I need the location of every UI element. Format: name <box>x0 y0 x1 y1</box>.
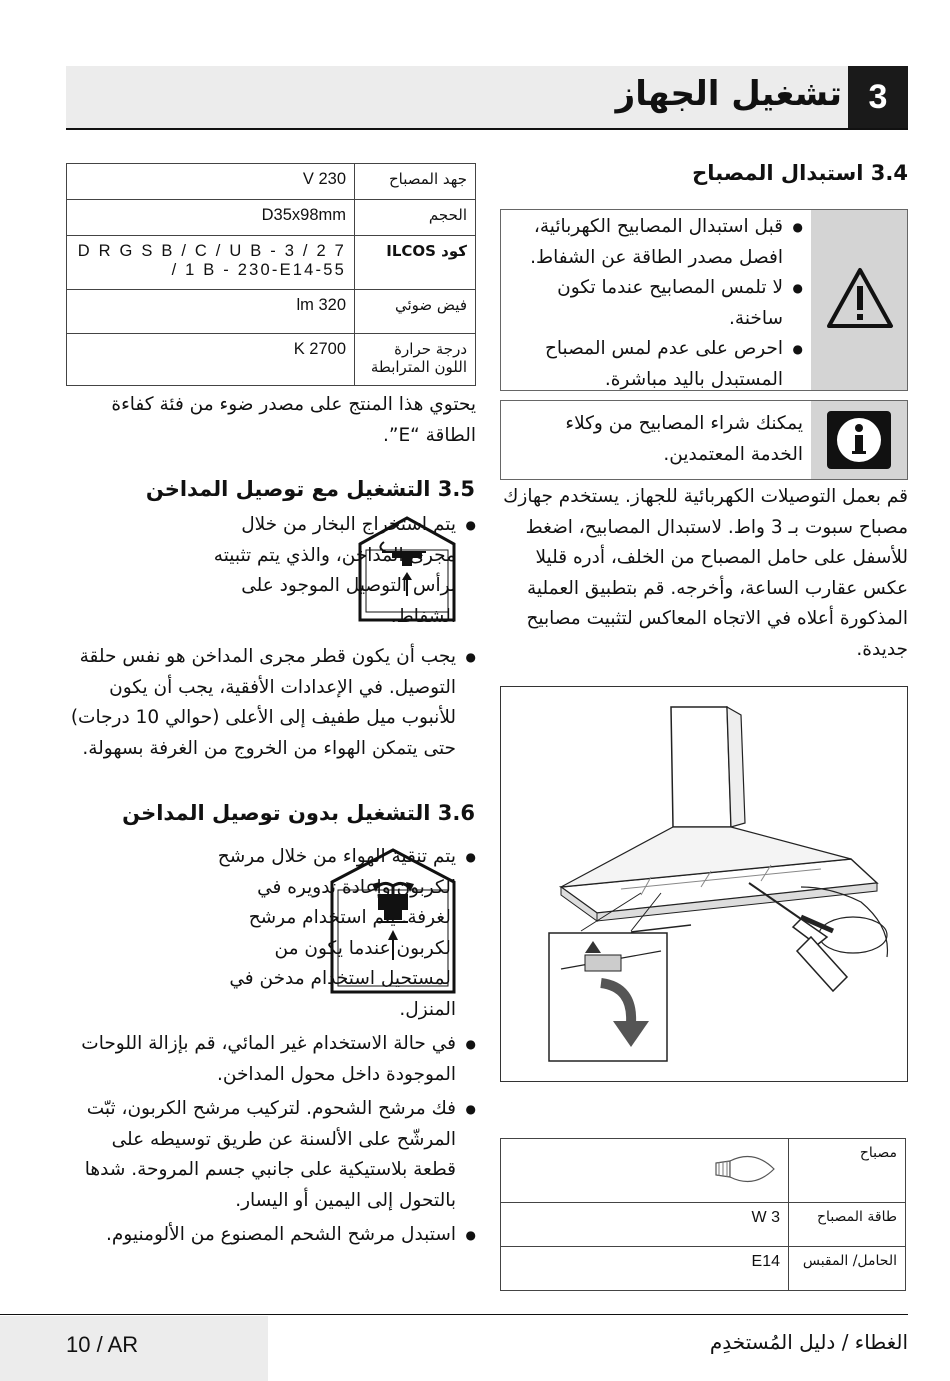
list-item: ● فك مرشح الشحوم. لتركيب مرشح الكربون، ثبّت المرشّح على الألسنة عن طريق توسيطه على قطعة بلاستيكية على جانبي جسم المروحة. شدها بالتحول إلى اليمين أو اليسار. <box>66 1094 476 1216</box>
table-row <box>67 164 476 200</box>
list-item: ● يجب أن يكون قطر مجرى المداخن هو نفس حلقة التوصيل. في الإعدادات الأفقية، يجب أن يكون للأنبوب ميل طفيف إلى الأعلى (حوالي 10 درجات) حتى يتمكن الهواء من الخروج من الغرفة بسهولة. <box>66 642 476 764</box>
chapter-number: 3 <box>848 66 908 128</box>
section-3-6-title: 3.6 التشغيل بدون توصيل المداخن <box>122 801 475 825</box>
section-3-4-title: 3.4 استبدال المصباح <box>692 161 908 185</box>
spec-label: كود ILCOS <box>355 236 476 290</box>
spec-table <box>66 163 476 386</box>
hood-illustration <box>501 687 907 1081</box>
chapter-title: تشغيل الجهاز <box>615 74 842 114</box>
list-item: ● في حالة الاستخدام غير المائي، قم بإزالة اللوحات الموجودة داخل محول المداخن. <box>66 1029 476 1090</box>
warning-icon-cell <box>811 210 907 390</box>
table-row <box>67 334 476 386</box>
table-row <box>501 1139 906 1203</box>
page-number: 10 / AR <box>66 1332 139 1357</box>
info-text: يمكنك شراء المصابيح من وكلاء الخدمة المعتمدين. <box>565 413 803 465</box>
section-3-5-body <box>66 510 476 764</box>
document-label: الغطاء / دليل المُستخدِم <box>709 1330 908 1354</box>
lamp-value: E14 <box>501 1247 789 1291</box>
lamp-table <box>500 1138 906 1291</box>
table-row <box>501 1203 906 1247</box>
footer-divider <box>0 1314 908 1315</box>
spec-value: lm 320 <box>67 290 355 334</box>
info-box <box>500 400 908 480</box>
lamp-value <box>501 1139 789 1203</box>
spec-value: V 230 <box>67 164 355 200</box>
candle-bulb-icon <box>710 1145 780 1195</box>
list-item: ● قبل استبدال المصابيح الكهربائية، افصل مصدر الطاقة عن الشفاط. <box>511 212 803 273</box>
section-3-6-body <box>66 842 476 1251</box>
spec-value: K 2700 <box>67 334 355 386</box>
chapter-header <box>66 66 908 130</box>
lamp-table-wrap <box>500 1138 906 1291</box>
spec-value: D35x98mm <box>67 200 355 236</box>
list-item: ● يتم استخراج البخار من خلال مجرى المداخن، والذي يتم تثبيته برأس التوصيل الموجود على الشفاط. <box>194 510 476 632</box>
hood-lamp-figure <box>500 686 908 1082</box>
warning-box <box>500 209 908 391</box>
warning-text <box>511 212 803 395</box>
lamp-replacement-body: قم بعمل التوصيلات الكهربائية للجهاز. يستخدم جهازك مصباح سبوت بـ 3 واط. لاستبدال المصابيح، اضغط للأسفل على حامل المصباح من الخلف، أدره قليلا عكس عقارب الساعة، وأخرجه. قم بتطبيق العملية المذكورة أعلاه في الاتجاه المعاكس لتثبيت مصابيح جديدة. <box>503 486 908 660</box>
lamp-value: W 3 <box>501 1203 789 1247</box>
table-row <box>501 1247 906 1291</box>
section-3-5-title: 3.5 التشغيل مع توصيل المداخن <box>145 477 475 501</box>
lamp-label: الحامل/ المقبس <box>789 1247 906 1291</box>
energy-class-note: يحتوي هذا المنتج على مصدر ضوء من فئة كفاءة الطاقة “E”. <box>111 394 476 446</box>
table-row <box>67 236 476 290</box>
spec-table-wrap <box>66 163 476 451</box>
list-item: ● احرص على عدم لمس المصباح المستبدل باليد مباشرة. <box>511 334 803 395</box>
table-row <box>67 290 476 334</box>
info-icon <box>823 409 895 471</box>
spec-label: درجة حرارة اللون المترابطة <box>355 334 476 386</box>
info-icon-cell <box>811 401 907 479</box>
spec-label: فيض ضوئي <box>355 290 476 334</box>
table-row <box>67 200 476 236</box>
warning-triangle-icon <box>825 266 895 330</box>
lamp-label: طاقة المصباح <box>789 1203 906 1247</box>
spec-label: جهد المصباح <box>355 164 476 200</box>
spec-value: D R G S B / C / U B - 3 / 2 7 / 1 B - 230-E14-55 <box>67 236 355 290</box>
list-item: ● استبدل مرشح الشحم المصنوع من الألومنيوم. <box>66 1220 476 1251</box>
list-item: ● يتم تنقية الهواء من خلال مرشح الكربون وإعادة تدويره في الغرفة. يتم استخدام مرشح الكربون عندما يكون من المستحيل استخدام مدخن في المنزل. <box>216 842 476 1025</box>
lamp-label: مصباح <box>789 1139 906 1203</box>
spec-label: الحجم <box>355 200 476 236</box>
list-item: ● لا تلمس المصابيح عندما تكون ساخنة. <box>511 273 803 334</box>
